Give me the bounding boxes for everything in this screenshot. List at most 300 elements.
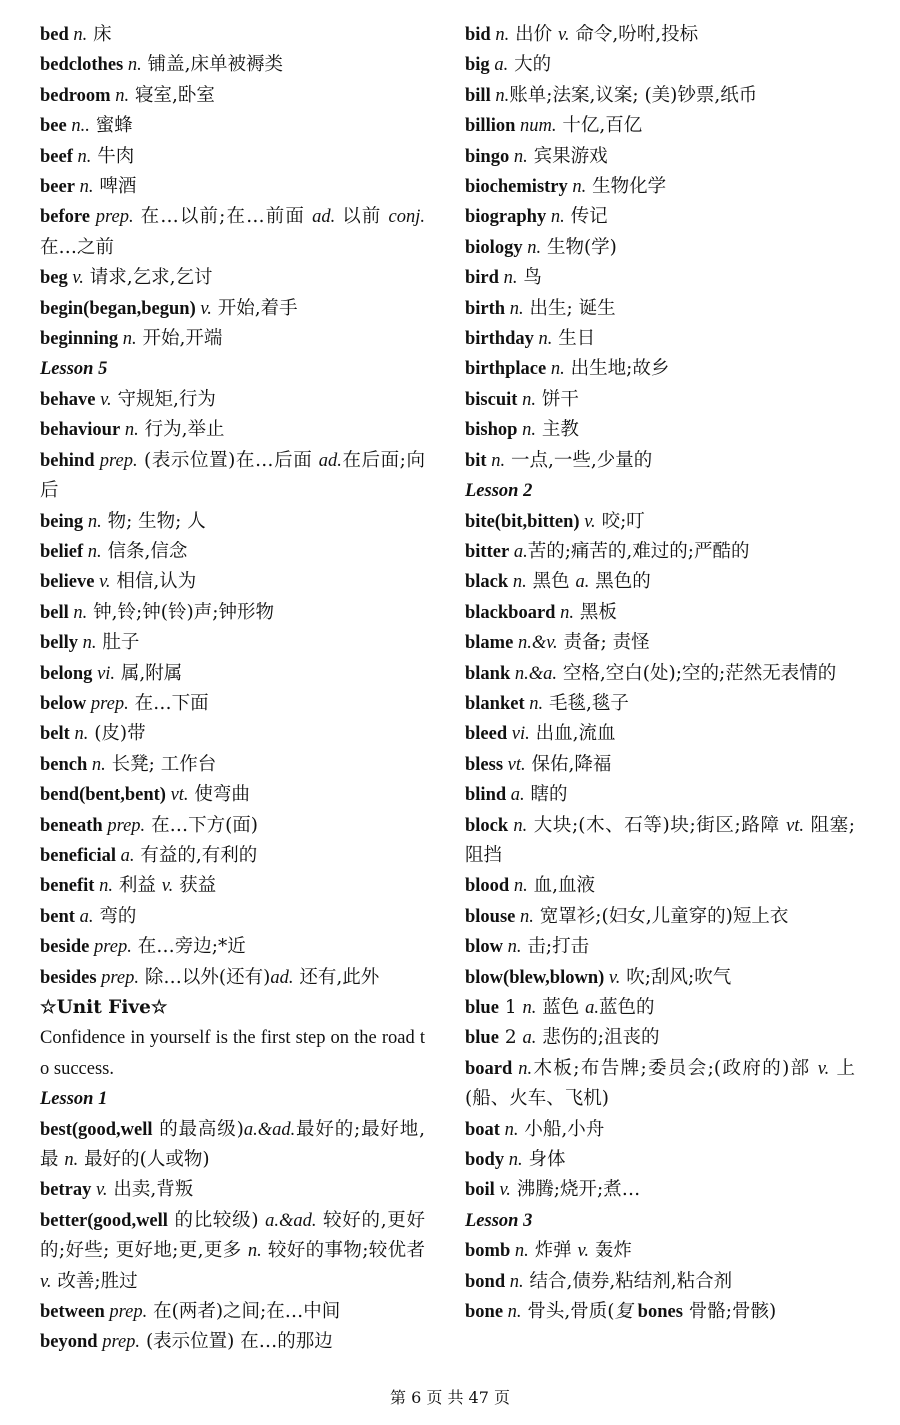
- lesson-heading: Lesson 3: [465, 1210, 533, 1231]
- vocab-entry: [40, 294, 425, 324]
- part-of-speech: n.: [504, 1150, 523, 1171]
- part-of-speech: a.&ad.: [243, 1119, 296, 1140]
- definition: 骨骼;骨骸): [682, 1301, 777, 1323]
- right-column: [465, 20, 855, 1327]
- vocab-entry: [465, 415, 855, 445]
- definition: 啤酒: [93, 176, 137, 198]
- headword: blackboard: [465, 602, 556, 623]
- vocab-entry: [465, 233, 855, 263]
- part-of-speech: n.: [247, 1241, 262, 1262]
- part-of-speech: prep.: [102, 815, 146, 836]
- part-of-speech: n.: [512, 1058, 533, 1079]
- part-of-speech: ad.: [312, 207, 336, 228]
- part-of-speech: n.: [83, 511, 102, 532]
- headword: beef: [40, 146, 73, 167]
- part-of-speech: vi.: [92, 663, 116, 684]
- definition: 咬;叮: [595, 510, 645, 532]
- part-of-speech: n.: [72, 146, 92, 167]
- part-of-speech: n.: [546, 359, 565, 380]
- vocab-entry: [465, 932, 855, 962]
- vocab-entry: [465, 385, 855, 415]
- headword: birth: [465, 298, 506, 319]
- headword: being: [40, 511, 84, 532]
- vocab-entry: [465, 567, 855, 597]
- headword: beneath: [40, 815, 103, 836]
- vocab-entry: [465, 719, 855, 749]
- headword: boil: [465, 1180, 495, 1201]
- definition: 蓝色: [536, 997, 586, 1018]
- headword: benefit: [40, 876, 95, 897]
- vocab-entry: [465, 871, 855, 901]
- definition: (皮)带: [88, 723, 146, 745]
- part-of-speech: n.: [546, 207, 565, 228]
- vocab-entry: [40, 963, 425, 993]
- definition: 开始,开端: [136, 328, 223, 350]
- part-of-speech: a.: [74, 906, 94, 927]
- vocab-entry: [465, 780, 855, 810]
- definition: 大的: [508, 54, 552, 76]
- definition: 沸腾;烧开;煮…: [510, 1179, 641, 1201]
- vocab-entry: [465, 1145, 855, 1175]
- headword: body: [465, 1150, 505, 1171]
- part-of-speech: n.: [123, 55, 142, 76]
- part-of-speech: n.: [508, 815, 528, 836]
- vocab-entry: [40, 1175, 425, 1205]
- part-of-speech: n.: [505, 1271, 524, 1292]
- part-of-speech: prep.: [89, 937, 132, 958]
- headword: belt: [40, 724, 70, 745]
- vocab-entry: [465, 81, 855, 111]
- headword: blow: [465, 937, 504, 958]
- definition: 出卖,背叛: [107, 1179, 194, 1201]
- headword: bless: [465, 754, 504, 775]
- headword: birthday: [465, 329, 534, 350]
- headword: blank: [465, 663, 511, 684]
- left-column: [40, 20, 425, 1358]
- part-of-speech: a.: [575, 572, 590, 593]
- vocab-entry: [40, 385, 425, 415]
- part-of-speech: n.: [74, 177, 94, 198]
- part-of-speech: v.: [817, 1058, 830, 1079]
- headword: besides: [40, 967, 97, 988]
- headword: blood: [465, 876, 510, 897]
- vocab-entry: [465, 963, 855, 993]
- part-of-speech: n.: [499, 1119, 519, 1140]
- definition: 宽罩衫;(妇女,儿童穿的)短上衣: [533, 905, 789, 927]
- definition: 蓝色的: [599, 997, 655, 1018]
- part-of-speech: ad.: [318, 450, 342, 471]
- headword: bedclothes: [40, 55, 124, 76]
- headword: better(good,well: [40, 1210, 168, 1231]
- headword: board: [465, 1058, 513, 1079]
- vocab-entry: [40, 324, 425, 354]
- definition: 信条,信念: [101, 540, 188, 562]
- headword: bee: [40, 116, 67, 137]
- vocab-entry: [40, 1327, 425, 1357]
- headword: bell: [40, 602, 69, 623]
- vocab-entry: [40, 507, 425, 537]
- part-of-speech: n.: [567, 177, 587, 198]
- part-of-speech: n.: [490, 85, 510, 106]
- part-of-speech: n.: [83, 541, 102, 562]
- definition: 炸弹: [528, 1240, 578, 1262]
- definition: 1: [498, 997, 523, 1018]
- part-of-speech: n.: [118, 329, 137, 350]
- vocab-entry: [40, 81, 425, 111]
- part-of-speech: n.: [120, 420, 139, 441]
- definition: 出生地;故乡: [564, 358, 670, 380]
- headword: belief: [40, 541, 84, 562]
- definition: 主教: [535, 419, 579, 441]
- part-of-speech: a.: [585, 998, 599, 1018]
- headword: before: [40, 207, 90, 228]
- part-of-speech: n.: [509, 876, 528, 897]
- headword: biology: [465, 237, 523, 258]
- definition: 黑色: [526, 571, 576, 593]
- part-of-speech: prep.: [96, 967, 140, 988]
- part-of-speech: v.: [91, 1180, 108, 1201]
- vocab-entry: [40, 1206, 425, 1297]
- headword: belong: [40, 663, 93, 684]
- definition: 出价: [509, 24, 558, 45]
- headword: behind: [40, 450, 95, 471]
- headword: behaviour: [40, 420, 121, 441]
- vocab-entry: [40, 172, 425, 202]
- part-of-speech: a.: [509, 541, 528, 562]
- part-of-speech: prep.: [86, 693, 129, 714]
- definition: 身体: [522, 1149, 566, 1171]
- definition: 生日: [552, 328, 596, 350]
- part-of-speech: v.: [67, 268, 84, 289]
- vocab-entry: [465, 1267, 855, 1297]
- part-of-speech: n.&v.: [513, 633, 558, 654]
- definition: 在后面;向后: [40, 449, 425, 502]
- definition: 除…以外(还有): [139, 966, 271, 988]
- part-of-speech: v.: [95, 389, 112, 410]
- part-of-speech: n.: [498, 268, 518, 289]
- vocab-entry: [40, 841, 425, 871]
- vocab-entry: [465, 1175, 855, 1205]
- headword: biography: [465, 207, 547, 228]
- definition: 吹;刮风;吹气: [620, 966, 732, 988]
- definition: 苦的;痛苦的,难过的;严酷的: [527, 540, 750, 562]
- part-of-speech: n.: [87, 754, 106, 775]
- part-of-speech: n.: [510, 1241, 529, 1262]
- definition: 守规矩,行为: [111, 388, 216, 410]
- part-of-speech: 复: [614, 1302, 634, 1323]
- vocab-entry: [40, 689, 425, 719]
- definition: 血,血液: [527, 875, 595, 897]
- definition: 还有,此外: [293, 966, 380, 988]
- headword: bird: [465, 268, 499, 289]
- definition: 生物(学): [541, 236, 617, 258]
- definition: 鸟: [517, 267, 542, 289]
- part-of-speech: vt.: [165, 785, 189, 806]
- definition: 相信,认为: [110, 571, 197, 593]
- vocab-entry: [465, 628, 855, 658]
- definition: 上(船、火车、飞机): [465, 1057, 856, 1110]
- part-of-speech: a.: [506, 785, 525, 806]
- vocab-entry: [465, 263, 855, 293]
- part-of-speech: n.: [508, 572, 527, 593]
- part-of-speech: a.: [116, 845, 135, 866]
- definition: 属,附属: [115, 662, 183, 684]
- headword: believe: [40, 572, 95, 593]
- definition: 黑板: [573, 601, 617, 623]
- part-of-speech: v.: [94, 572, 111, 593]
- definition: 阻塞;阻挡: [465, 814, 855, 866]
- definition: 木板;布告牌;委员会;(政府的)部: [532, 1057, 818, 1079]
- headword: boat: [465, 1119, 500, 1140]
- vocab-entry: [40, 598, 425, 628]
- definition: 保佑,降福: [525, 753, 612, 775]
- definition: 以前: [335, 206, 389, 228]
- definition: 瞎的: [524, 784, 568, 806]
- definition: (表示位置)在…后面: [137, 449, 319, 471]
- vocab-entry: [465, 50, 855, 80]
- definition: 最好的;最好地,最: [40, 1118, 425, 1171]
- vocab-entry: [465, 659, 855, 689]
- part-of-speech: n.: [110, 85, 130, 106]
- vocab-entry: [40, 750, 425, 780]
- part-of-speech: n.: [503, 937, 522, 958]
- definition: 蜜蜂: [89, 115, 133, 137]
- headword: bite(bit,bitten): [465, 511, 580, 532]
- definition: 较好的事物;较优者: [261, 1240, 425, 1262]
- definition: 十亿,百亿: [556, 115, 643, 137]
- definition: 开始,着手: [211, 297, 298, 319]
- headword: blouse: [465, 906, 516, 927]
- part-of-speech: n.: [505, 298, 524, 319]
- headword: blind: [465, 785, 507, 806]
- headword: below: [40, 693, 87, 714]
- definition: 账单;法案,议案; (美)钞票,纸币: [509, 84, 758, 106]
- definition: 责备; 责怪: [557, 632, 650, 654]
- headword: bill: [465, 85, 491, 106]
- part-of-speech: n.: [503, 1302, 522, 1323]
- definition: 改善;胜过: [51, 1270, 138, 1292]
- definition: 牛肉: [91, 145, 135, 167]
- vocab-entry: [40, 202, 425, 263]
- headword: between: [40, 1302, 105, 1323]
- vocab-entry: [465, 811, 855, 872]
- definition: 在…以前;在…前面: [133, 206, 313, 228]
- definition: 在(两者)之间;在…中间: [147, 1301, 341, 1323]
- definition: 较好的,更好的;好些; 更好地;更,更多: [40, 1209, 425, 1262]
- headword: bitter: [465, 541, 510, 562]
- part-of-speech: n.: [517, 420, 536, 441]
- headword: belly: [40, 633, 79, 654]
- part-of-speech: n.: [522, 998, 537, 1018]
- definition: 在…旁边;*近: [131, 936, 246, 958]
- vocab-entry: [465, 507, 855, 537]
- part-of-speech: n.: [486, 450, 506, 471]
- part-of-speech: num.: [515, 116, 557, 137]
- definition: 行为,举止: [138, 419, 225, 441]
- headword: bench: [40, 754, 88, 775]
- definition: 宾果游戏: [527, 145, 608, 167]
- vocab-entry: [465, 1023, 855, 1053]
- part-of-speech: n.: [68, 602, 88, 623]
- definition: 传记: [564, 206, 608, 228]
- definition: 轰炸: [588, 1240, 632, 1262]
- definition: 在…下方(面): [145, 814, 259, 836]
- headword: bone: [465, 1302, 504, 1323]
- definition: 在…下面: [128, 692, 209, 714]
- part-of-speech: v.: [494, 1180, 511, 1201]
- part-of-speech: vt.: [503, 754, 526, 775]
- definition: (表示位置) 在…的那边: [140, 1331, 333, 1353]
- headword: beneficial: [40, 845, 117, 866]
- vocab-entry: [465, 20, 855, 50]
- definition: 寝室,卧室: [129, 84, 215, 106]
- vocab-entry: [40, 932, 425, 962]
- part-of-speech: n.: [524, 693, 544, 714]
- definition: 弯的: [93, 905, 137, 927]
- headword: beg: [40, 268, 68, 289]
- part-of-speech: n.: [555, 602, 574, 623]
- definition: 获益: [173, 875, 217, 897]
- vocab-entry: [40, 1297, 425, 1327]
- part-of-speech: n.: [517, 389, 536, 410]
- vocab-entry: [40, 415, 425, 445]
- vocab-entry: [465, 142, 855, 172]
- part-of-speech: n.: [78, 633, 97, 654]
- headword: billion: [465, 116, 516, 137]
- vocab-entry: [40, 811, 425, 841]
- part-of-speech: n.: [68, 25, 88, 45]
- headword: bed: [40, 25, 69, 45]
- vocab-entry: [40, 659, 425, 689]
- vocab-entry: [465, 202, 855, 232]
- part-of-speech: n.: [522, 237, 542, 258]
- part-of-speech: a.: [489, 55, 509, 76]
- definition: 的最高级): [152, 1118, 244, 1140]
- headword: bent: [40, 906, 75, 927]
- part-of-speech: v.: [161, 876, 174, 897]
- vocab-entry: [40, 567, 425, 597]
- headword: bedroom: [40, 85, 111, 106]
- definition: 骨头,骨质(: [521, 1301, 615, 1323]
- headword: bingo: [465, 146, 510, 167]
- headword: bones: [633, 1302, 683, 1323]
- headword: biscuit: [465, 389, 518, 410]
- headword: begin(began,begun): [40, 298, 196, 319]
- headword: biochemistry: [465, 177, 568, 198]
- part-of-speech: n.: [515, 906, 534, 927]
- part-of-speech: prep.: [94, 450, 138, 471]
- part-of-speech: v.: [40, 1271, 52, 1292]
- vocab-entry: [465, 324, 855, 354]
- definition: 使弯曲: [188, 784, 250, 806]
- definition: 床: [87, 24, 112, 45]
- definition: 毛毯,毯子: [543, 692, 629, 714]
- part-of-speech: prep.: [97, 1332, 141, 1353]
- vocab-entry: [465, 446, 855, 476]
- headword: bishop: [465, 420, 518, 441]
- vocab-entry: [465, 1297, 855, 1327]
- vocab-entry: [40, 50, 425, 80]
- vocab-entry: [40, 719, 425, 749]
- definition: 生物化学: [586, 176, 667, 198]
- vocab-entry: [465, 1236, 855, 1266]
- headword: block: [465, 815, 509, 836]
- part-of-speech: n.: [69, 724, 89, 745]
- vocab-entry: [465, 537, 855, 567]
- headword: beer: [40, 177, 75, 198]
- definition: 有益的,有利的: [134, 844, 258, 866]
- lesson-heading: Lesson 1: [40, 1089, 108, 1110]
- headword: blow(blew,blown): [465, 967, 605, 988]
- definition: 大块;(木、石等)块;街区;路障: [527, 814, 787, 836]
- headword: best(good,well: [40, 1119, 153, 1140]
- definition: 一点,一些,少量的: [505, 449, 653, 471]
- part-of-speech: vi.: [507, 724, 530, 745]
- lesson-heading: Lesson 2: [465, 481, 533, 502]
- vocab-entry: [465, 902, 855, 932]
- vocab-entry: [465, 1054, 855, 1115]
- part-of-speech: v.: [557, 25, 570, 45]
- headword: blame: [465, 633, 514, 654]
- part-of-speech: v.: [577, 1241, 589, 1262]
- part-of-speech: v.: [604, 967, 621, 988]
- headword: beyond: [40, 1332, 98, 1353]
- headword: beside: [40, 937, 90, 958]
- headword: bid: [465, 25, 491, 45]
- headword: birthplace: [465, 359, 547, 380]
- vocab-entry: [40, 20, 425, 50]
- headword: bleed: [465, 724, 508, 745]
- headword: bit: [465, 450, 487, 471]
- definition: 利益: [112, 875, 162, 897]
- definition: 命令,吩咐,投标: [569, 24, 699, 45]
- definition: 击;打击: [521, 936, 590, 958]
- definition: 的比较级): [167, 1209, 266, 1231]
- vocab-entry: [465, 750, 855, 780]
- definition: 饼干: [535, 388, 579, 410]
- part-of-speech: n..: [66, 116, 90, 137]
- headword: beginning: [40, 329, 119, 350]
- unit-heading: ☆Unit Five☆: [40, 997, 168, 1018]
- part-of-speech: n.: [64, 1150, 79, 1171]
- part-of-speech: n.: [509, 146, 528, 167]
- vocab-entry: [40, 263, 425, 293]
- definition: 黑色的: [589, 571, 651, 593]
- vocab-entry: [40, 537, 425, 567]
- headword: bond: [465, 1271, 506, 1292]
- vocab-entry: [40, 902, 425, 932]
- vocab-entry: [465, 598, 855, 628]
- vocab-entry: [40, 871, 425, 901]
- definition: 最好的(人或物): [78, 1149, 210, 1171]
- headword: blanket: [465, 693, 525, 714]
- part-of-speech: prep.: [104, 1302, 148, 1323]
- vocab-entry: [465, 172, 855, 202]
- vocab-entry: [40, 1115, 425, 1176]
- definition: 肚子: [96, 632, 140, 654]
- headword: blue: [465, 998, 499, 1018]
- part-of-speech: a.: [522, 1028, 537, 1049]
- part-of-speech: conj.: [388, 207, 425, 228]
- vocab-entry: [465, 993, 855, 1023]
- part-of-speech: v.: [579, 511, 596, 532]
- vocab-entry: [40, 780, 425, 810]
- part-of-speech: n.: [94, 876, 113, 897]
- vocab-entry: [40, 142, 425, 172]
- part-of-speech: n.: [533, 329, 553, 350]
- definition: 铺盖,床单被褥类: [141, 54, 284, 76]
- vocab-entry: [465, 354, 855, 384]
